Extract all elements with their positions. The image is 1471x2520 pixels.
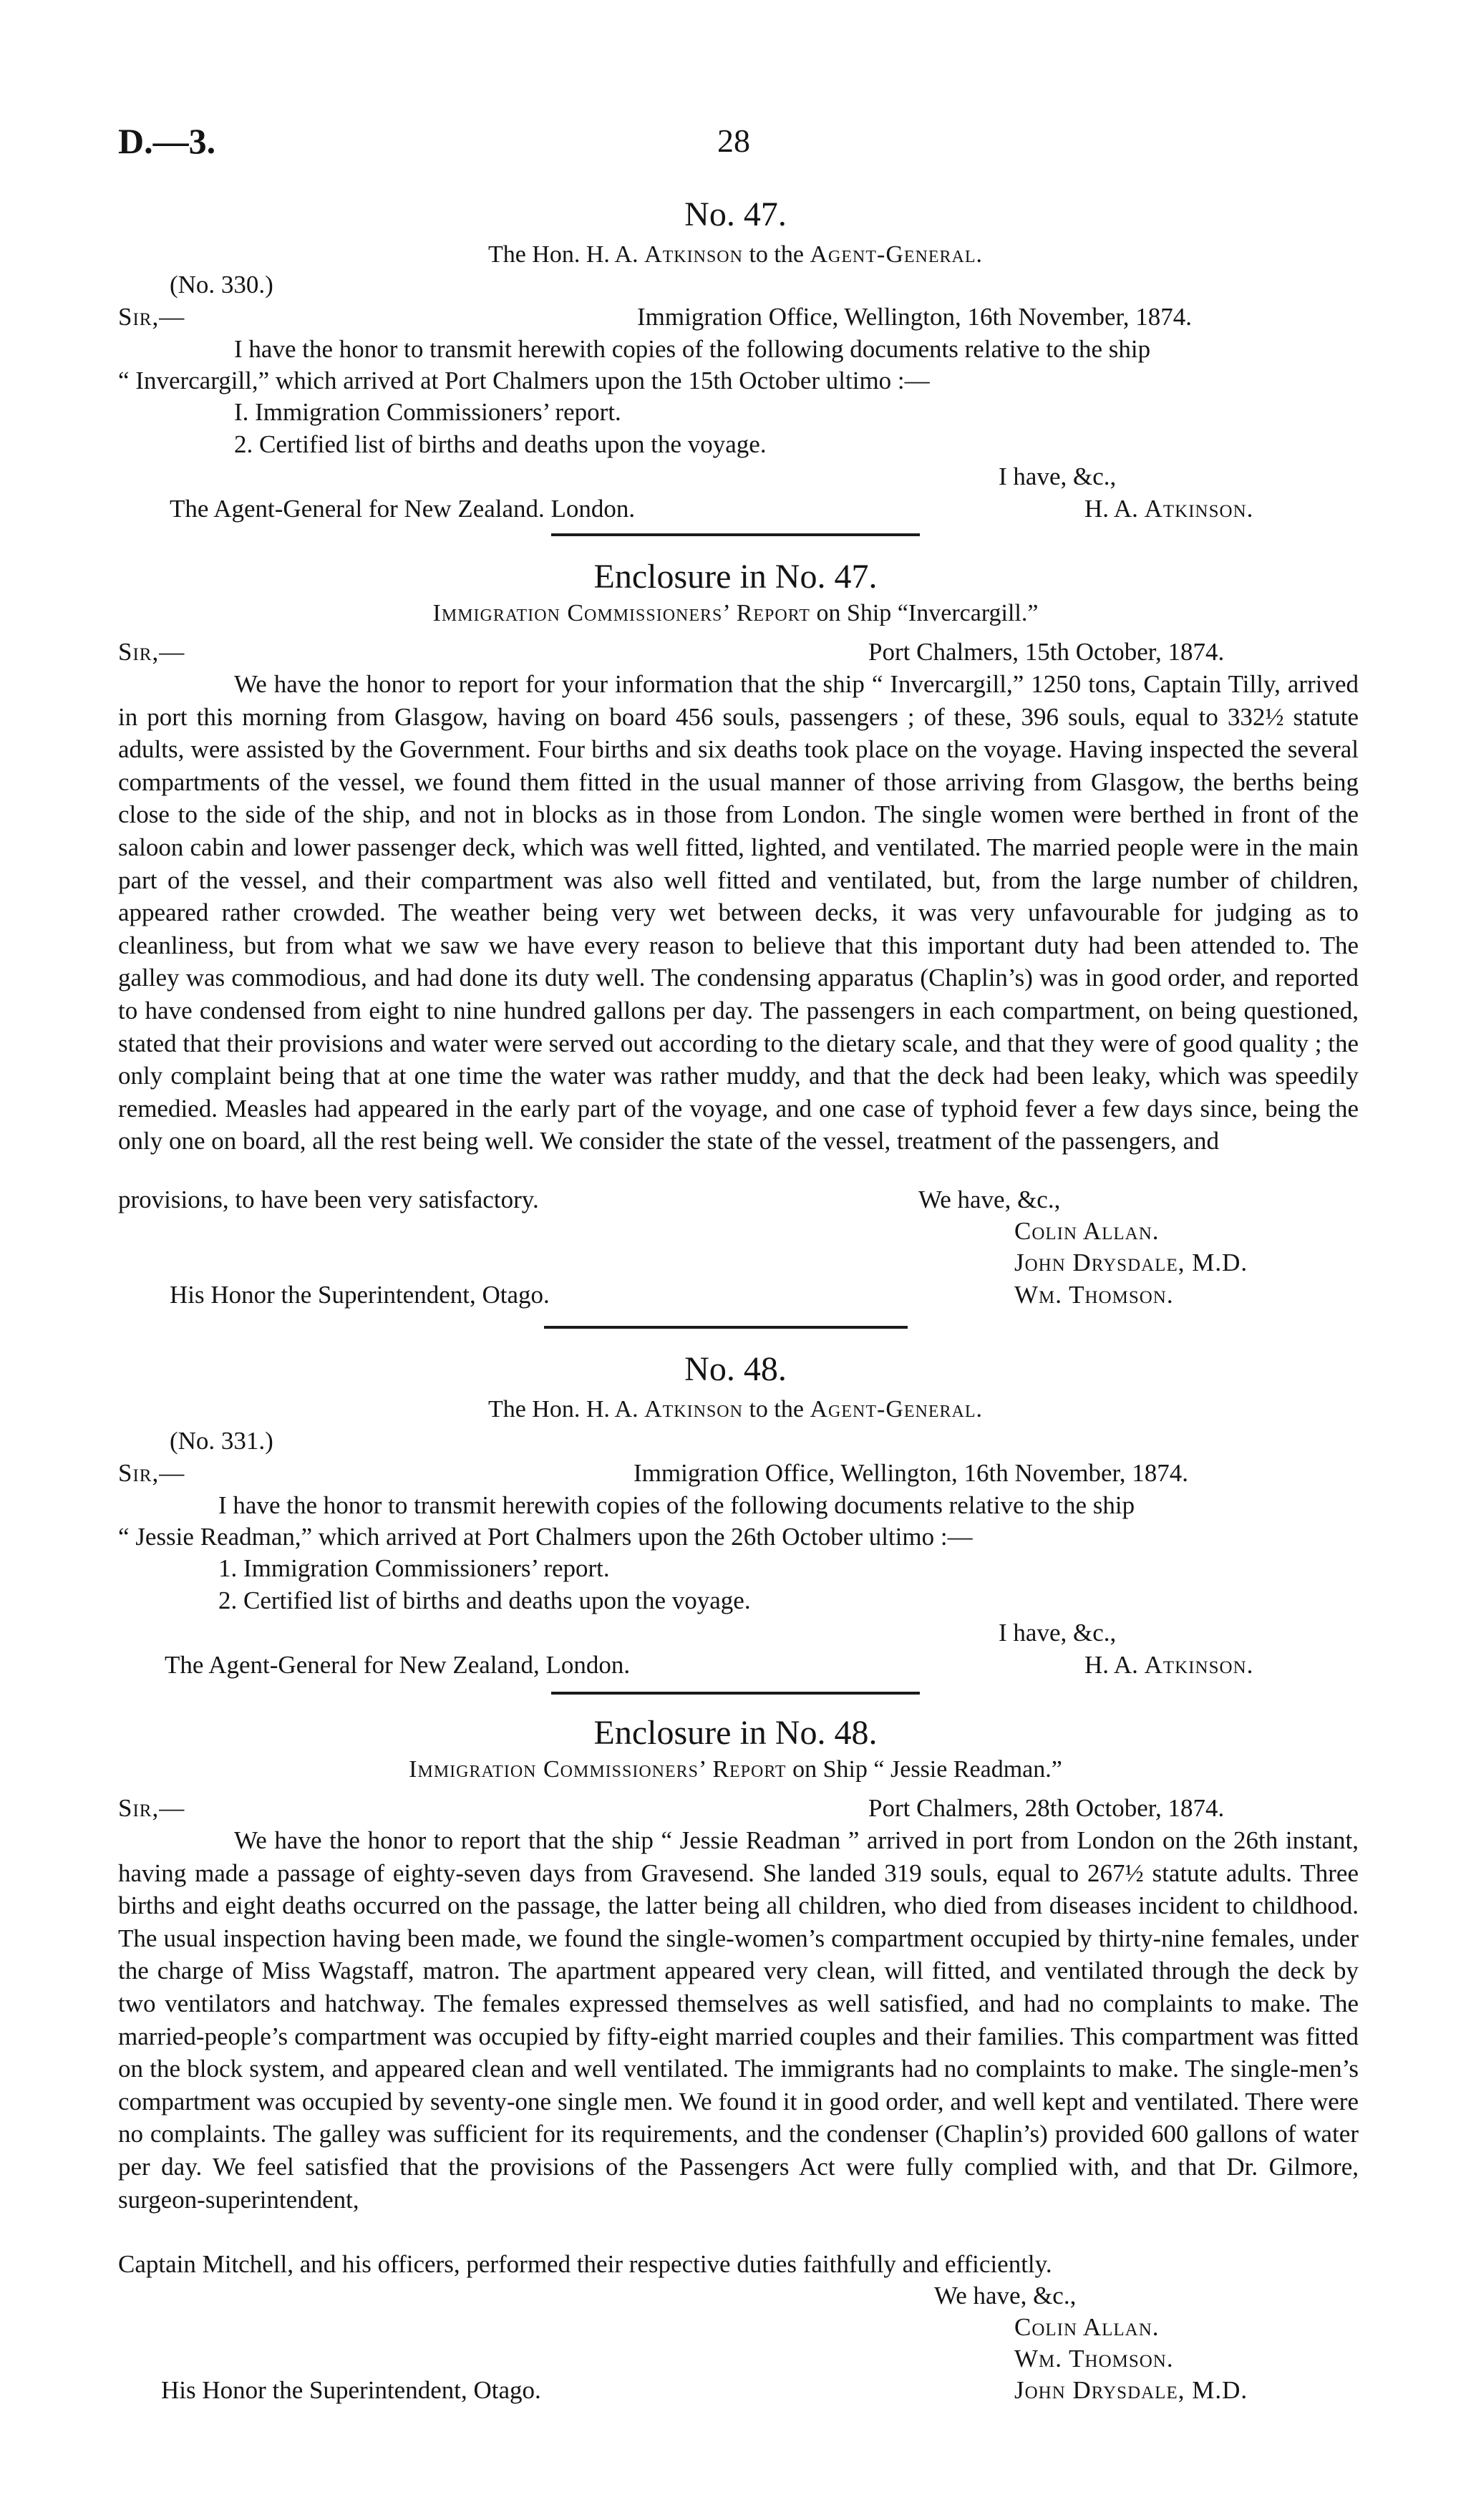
letter-number: No. 48. bbox=[684, 1350, 787, 1388]
closing: I have, &c., bbox=[999, 1619, 1117, 1647]
signatory: John Drysdale, M.D. bbox=[1014, 1249, 1248, 1276]
list-item: I. Immigration Commissioners’ report. bbox=[234, 398, 621, 426]
signatory: Colin Allan. bbox=[1014, 1217, 1160, 1245]
section-divider bbox=[551, 533, 920, 536]
location-date: Immigration Office, Wellington, 16th November, 1874. bbox=[637, 303, 1193, 331]
enclosure-title: Enclosure in No. 47. bbox=[593, 558, 878, 596]
report-last-line: provisions, to have been very satisfactory. bbox=[118, 1186, 539, 1213]
heading-from-name: Atkinson bbox=[644, 1396, 743, 1423]
subtitle-ship: on Ship “Invercargill.” bbox=[816, 600, 1039, 626]
heading-from: The Hon. H. A. bbox=[487, 241, 639, 268]
report-body: We have the honor to report that the ship “ Jessie Readman ” arrived in port from London on the 26th instant, having made a passage of eighty-seven days from Gravesend. She landed 319 souls, equal to 267½ statute adults. Three births and eight deaths occurred on the passage, the latter being all children, who died from diseases incident to childhood. The usual inspection having been made, we found the single-women’s compartment occupied by thirty-nine females, under the charge of Miss Wagstaff, matron. The apartment appeared very clean, will fitted, and ventilated through the deck by two ventilators and hatchway. The females expressed themselves as well satisfied, and had no complaints to make. The married-people’s compartment was occupied by fifty-eight married couples and their families. This compartment was fitted on the block system, and appeared clean and well ventilated. The immigrants had no complaints to make. The single-men’s compartment was occupied by seventy-one single men. We found it in good order, and well kept and ventilated. There were no complaints. The galley was sufficient for its requirements, and the condenser (Chaplin’s) provided 600 gallons of water per day. We feel satisfied that the provisions of the Passengers Act were fully complied with, and that Dr. Gilmore, surgeon-superintendent, bbox=[118, 1826, 1359, 2214]
signatory: Wm. Thomson. bbox=[1014, 2345, 1174, 2373]
list-item: 2. Certified list of births and deaths upon the voyage. bbox=[218, 1586, 751, 1614]
signature-initials: H. A. bbox=[1084, 495, 1138, 523]
section-divider bbox=[551, 1692, 920, 1695]
heading-to-name: Agent-General. bbox=[810, 1396, 984, 1423]
location-date: Port Chalmers, 15th October, 1874. bbox=[868, 638, 1225, 666]
closing: I have, &c., bbox=[999, 462, 1117, 490]
signatory: John Drysdale, M.D. bbox=[1014, 2376, 1248, 2404]
location-date: Port Chalmers, 28th October, 1874. bbox=[868, 1794, 1225, 1822]
heading-to-name: Agent-General. bbox=[810, 241, 984, 268]
letter-ref: (No. 331.) bbox=[170, 1427, 273, 1455]
salutation: Sir,— bbox=[118, 303, 185, 331]
letter-heading bbox=[0, 241, 1471, 268]
subtitle-ship: on Ship “ Jessie Readman.” bbox=[792, 1756, 1062, 1783]
letter-ref: (No. 330.) bbox=[170, 271, 273, 299]
enclosure-title: Enclosure in No. 48. bbox=[593, 1714, 878, 1752]
addressee: His Honor the Superintendent, Otago. bbox=[161, 2376, 541, 2404]
body-line: I have the honor to transmit herewith copies of the following documents relative to the ship bbox=[218, 1491, 1135, 1519]
addressee: The Agent-General for New Zealand. London. bbox=[170, 495, 636, 523]
signature bbox=[1084, 493, 1253, 525]
heading-to: to the bbox=[749, 1396, 804, 1423]
body-line: “ Invercargill,” which arrived at Port Chalmers upon the 15th October ultimo :— bbox=[118, 367, 930, 394]
addressee: His Honor the Superintendent, Otago. bbox=[170, 1281, 550, 1309]
document-reference: D.—3. bbox=[118, 121, 216, 161]
letter-number: No. 47. bbox=[684, 195, 787, 233]
subtitle-report: Immigration Commissioners’ Report bbox=[409, 1756, 787, 1783]
addressee: The Agent-General for New Zealand, London. bbox=[165, 1651, 631, 1679]
enclosure-subtitle bbox=[0, 1756, 1471, 1783]
heading-from-name: Atkinson bbox=[644, 241, 743, 268]
list-item: 2. Certified list of births and deaths upon the voyage. bbox=[234, 430, 767, 458]
signature bbox=[1084, 1649, 1253, 1681]
page-number: 28 bbox=[717, 122, 750, 159]
signature-name: Atkinson. bbox=[1144, 1651, 1254, 1679]
section-divider bbox=[544, 1326, 908, 1329]
list-item: 1. Immigration Commissioners’ report. bbox=[218, 1554, 610, 1582]
closing: We have, &c., bbox=[918, 1186, 1061, 1213]
salutation: Sir,— bbox=[118, 638, 185, 666]
report-body: We have the honor to report for your information that the ship “ Invercargill,” 1250 tons, Captain Tilly, arrived in port this morning from Glasgow, having on board 456 souls, passengers ; of these, 396 souls, equal to 332½ statute adults, were assisted by the Government. Four births and six deaths took place on the voyage. Having inspected the several compartments of the vessel, we found them fitted in the usual manner of those arriving from Glasgow, the berths being close to the side of the ship, and not in blocks as in those from London. The single women were berthed in front of the saloon cabin and lower passenger deck, which was well fitted, lighted, and ventilated. The married people were in the main part of the vessel, and their compartment was also well fitted and ventilated, but, from the large number of children, appeared rather crowded. The weather being very wet between decks, it was very unfavourable for judging as to cleanliness, but from what we saw we have every reason to believe that this important duty had been attended to. The galley was commodious, and had done its duty well. The condensing apparatus (Chaplin’s) was in good order, and reported to have condensed from eight to nine hundred gallons per day. The passengers in each compartment, on being questioned, stated that their provisions and water were served out according to the dietary scale, and that they were of good quality ; the only complaint being that at one time the water was rather muddy, and that the deck had been leaky, which was speedily remedied. Measles had appeared in the early part of the voyage, and one case of typhoid fever a few days since, being the only one on board, all the rest being well. We consider the state of the vessel, treatment of the passengers, and bbox=[118, 670, 1359, 1155]
subtitle-report: Immigration Commissioners’ Report bbox=[432, 600, 810, 626]
signatory: Wm. Thomson. bbox=[1014, 1281, 1174, 1309]
body-line: “ Jessie Readman,” which arrived at Port Chalmers upon the 26th October ultimo :— bbox=[118, 1523, 973, 1551]
signature-initials: H. A. bbox=[1084, 1651, 1138, 1679]
salutation: Sir,— bbox=[118, 1794, 185, 1822]
salutation: Sir,— bbox=[118, 1459, 185, 1487]
signatory: Colin Allan. bbox=[1014, 2313, 1160, 2341]
letter-heading bbox=[0, 1396, 1471, 1423]
heading-to: to the bbox=[749, 241, 804, 268]
closing: We have, &c., bbox=[934, 2282, 1077, 2310]
body-line: I have the honor to transmit herewith copies of the following documents relative to the ship bbox=[234, 335, 1151, 363]
report-last-line: Captain Mitchell, and his officers, performed their respective duties faithfully and efficiently. bbox=[118, 2250, 1052, 2278]
heading-from: The Hon. H. A. bbox=[487, 1396, 639, 1423]
location-date: Immigration Office, Wellington, 16th November, 1874. bbox=[633, 1459, 1189, 1487]
signature-name: Atkinson. bbox=[1144, 495, 1254, 523]
enclosure-subtitle bbox=[0, 600, 1471, 627]
